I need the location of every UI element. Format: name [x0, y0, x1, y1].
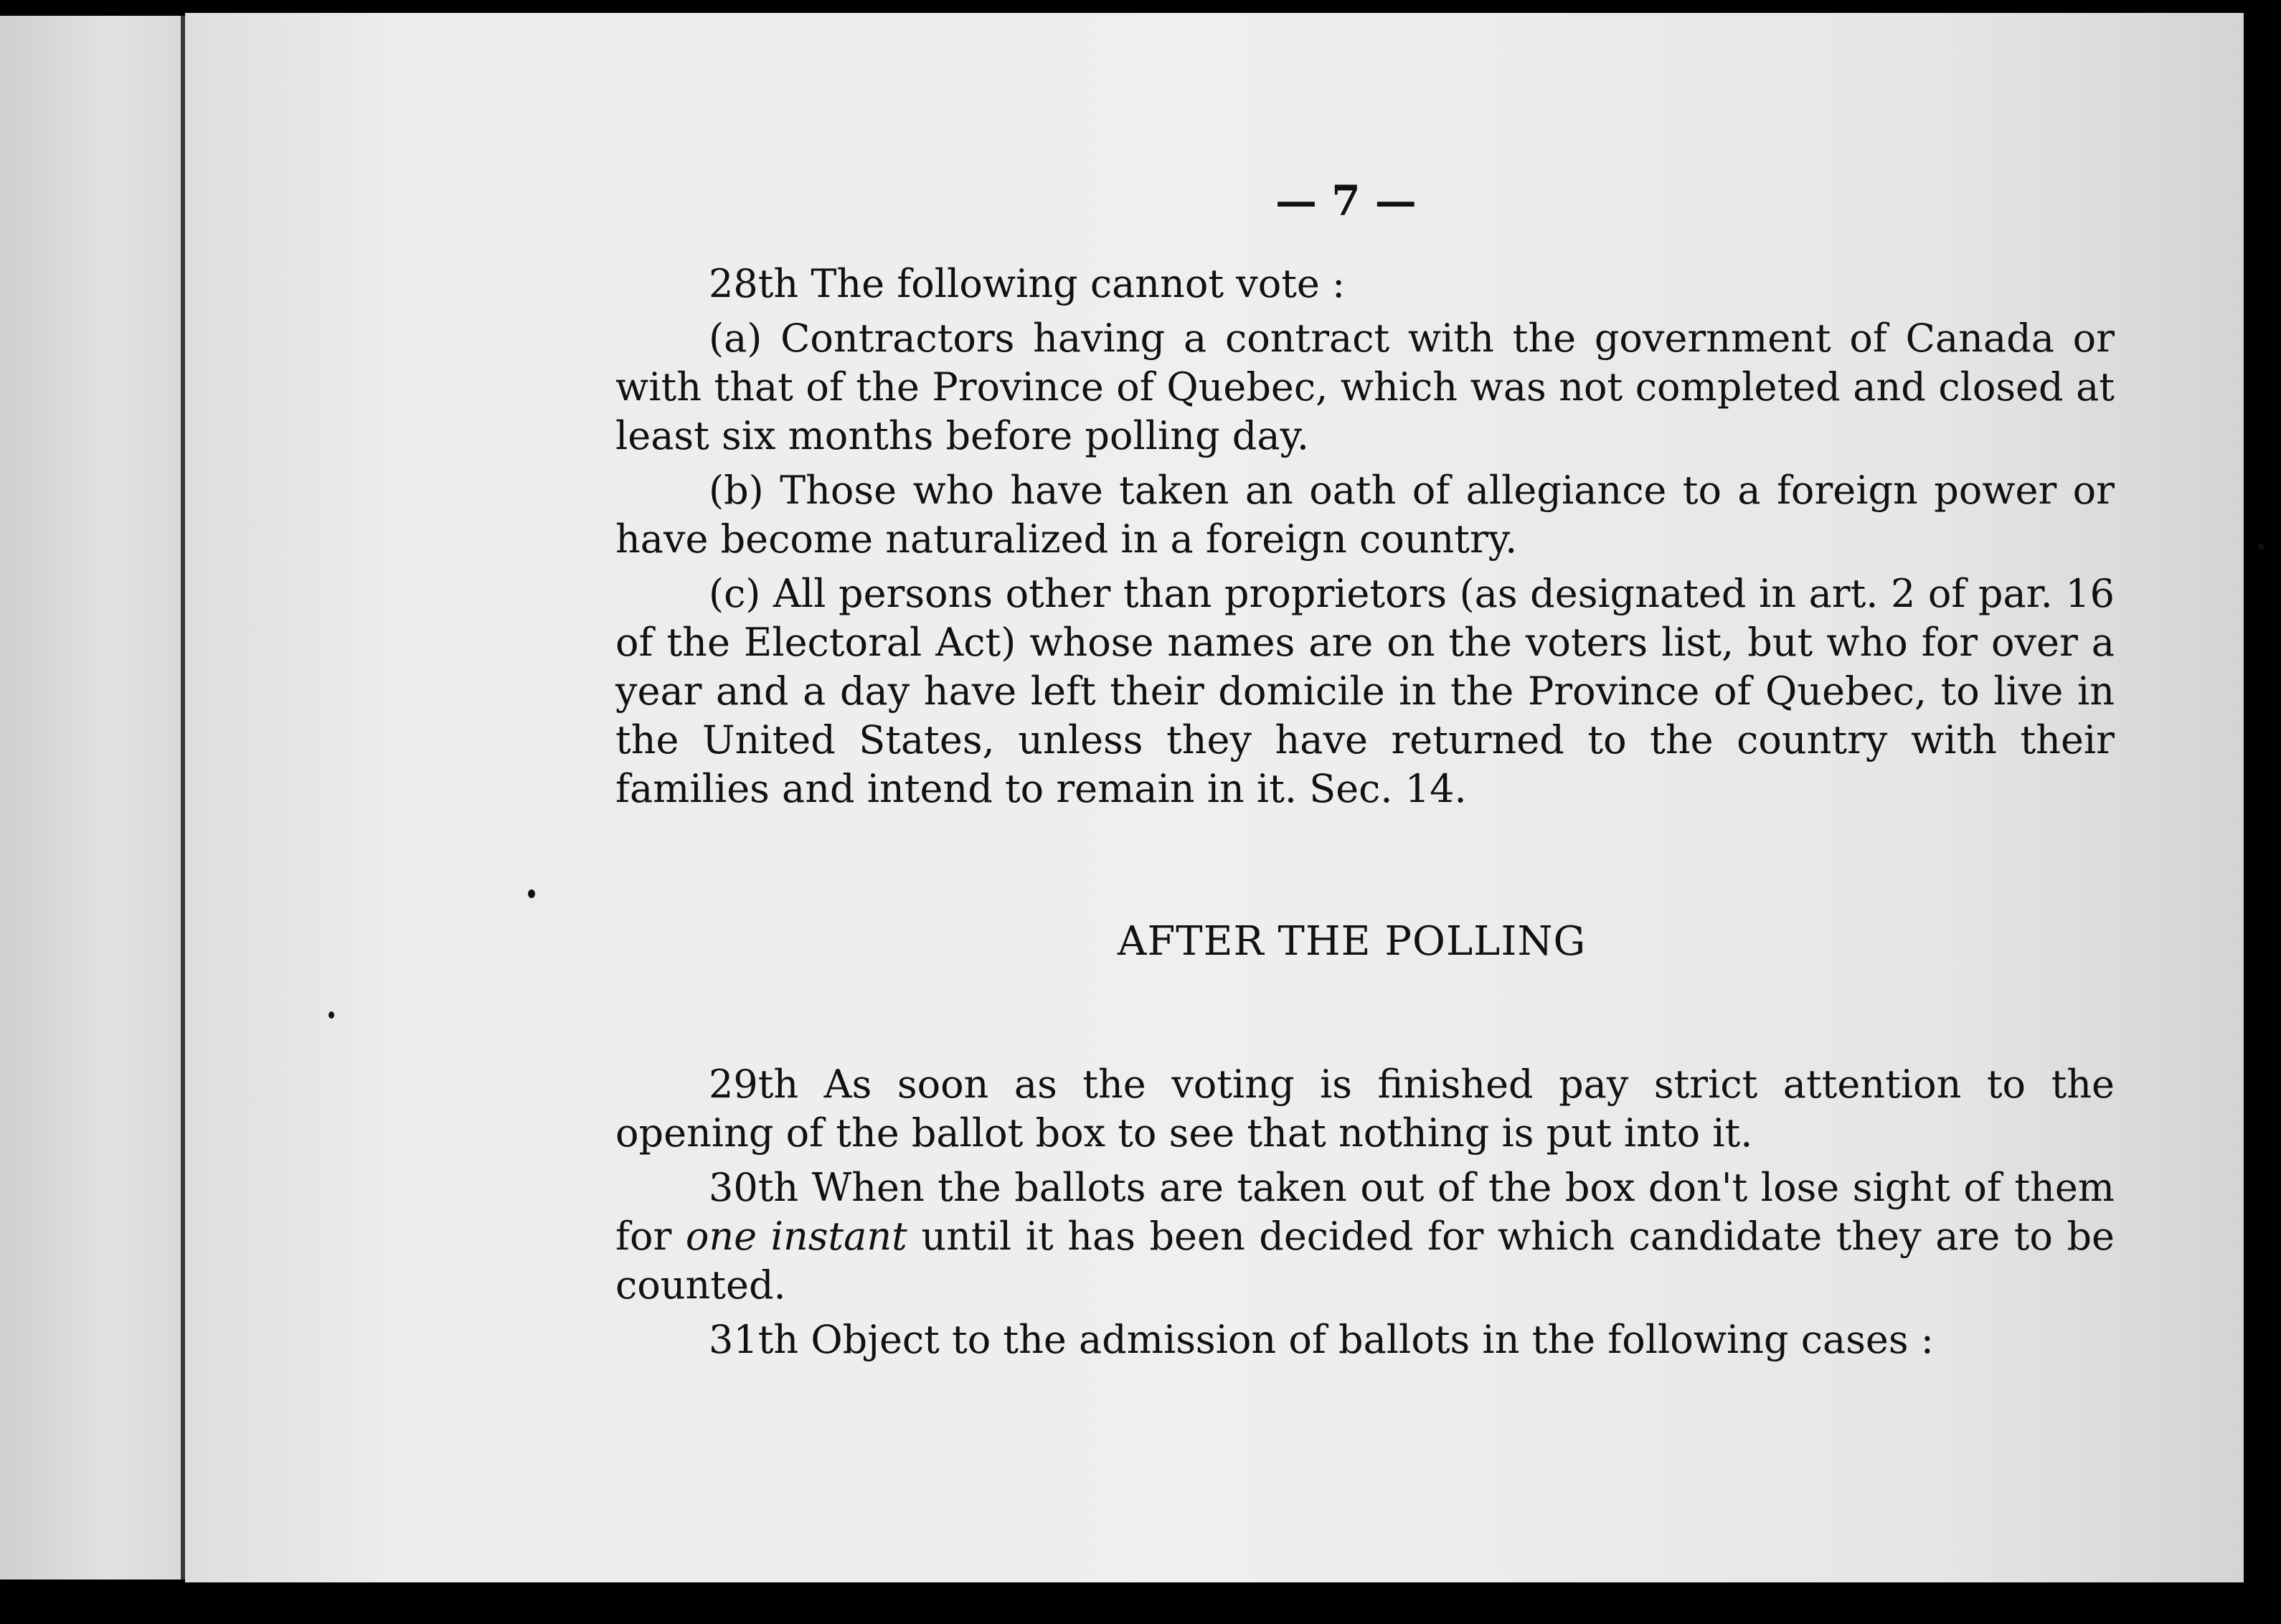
- paragraph-28: 28th The following cannot vote :: [709, 261, 1346, 306]
- paragraph-29: 29th As soon as the voting is finished pay strict attention to the opening of the ballot box to see that nothing is put into it.: [615, 1062, 2115, 1156]
- ink-speck: [329, 1011, 334, 1019]
- page-number: — 7 —: [1275, 176, 1417, 225]
- document-page: [185, 13, 2244, 1582]
- paragraph-28a: (a) Contractors having a contract with the government of Canada or with that of the Province of Quebec, which was not completed and closed at least six months before polling day.: [615, 316, 2115, 458]
- section-after-polling: [615, 1060, 2115, 1364]
- previous-page-edge: [0, 16, 183, 1580]
- paragraph-30: [615, 1163, 2115, 1310]
- ink-speck: [2258, 544, 2265, 550]
- paragraph-30-end: until it has been decided for which candidate they are to be counted.: [615, 1214, 2115, 1308]
- paragraph-28c: (c) All persons other than proprietors (as designated in art. 2 of par. 16 of the Electoral Act) whose names are on the voters list, but who for over a year and a day have left their domicile in the Province of Quebec, to live in the United States, unless they have returned to the country with their families and intend to remain in it. Sec. 14.: [615, 571, 2115, 811]
- paragraph-31: 31th Object to the admission of ballots in the following cases :: [709, 1317, 1934, 1362]
- paragraph-30-start: 30th When the ballots are taken out of the box don't lose sight of them for: [615, 1165, 2115, 1259]
- section-heading: AFTER THE POLLING: [1118, 918, 1587, 965]
- paragraph-30-emphasis: one instant: [685, 1214, 907, 1259]
- section-28: [615, 260, 2115, 813]
- ink-speck: [528, 889, 535, 898]
- paragraph-28b: (b) Those who have taken an oath of allegiance to a foreign power or have become naturalized in a foreign country.: [615, 468, 2115, 562]
